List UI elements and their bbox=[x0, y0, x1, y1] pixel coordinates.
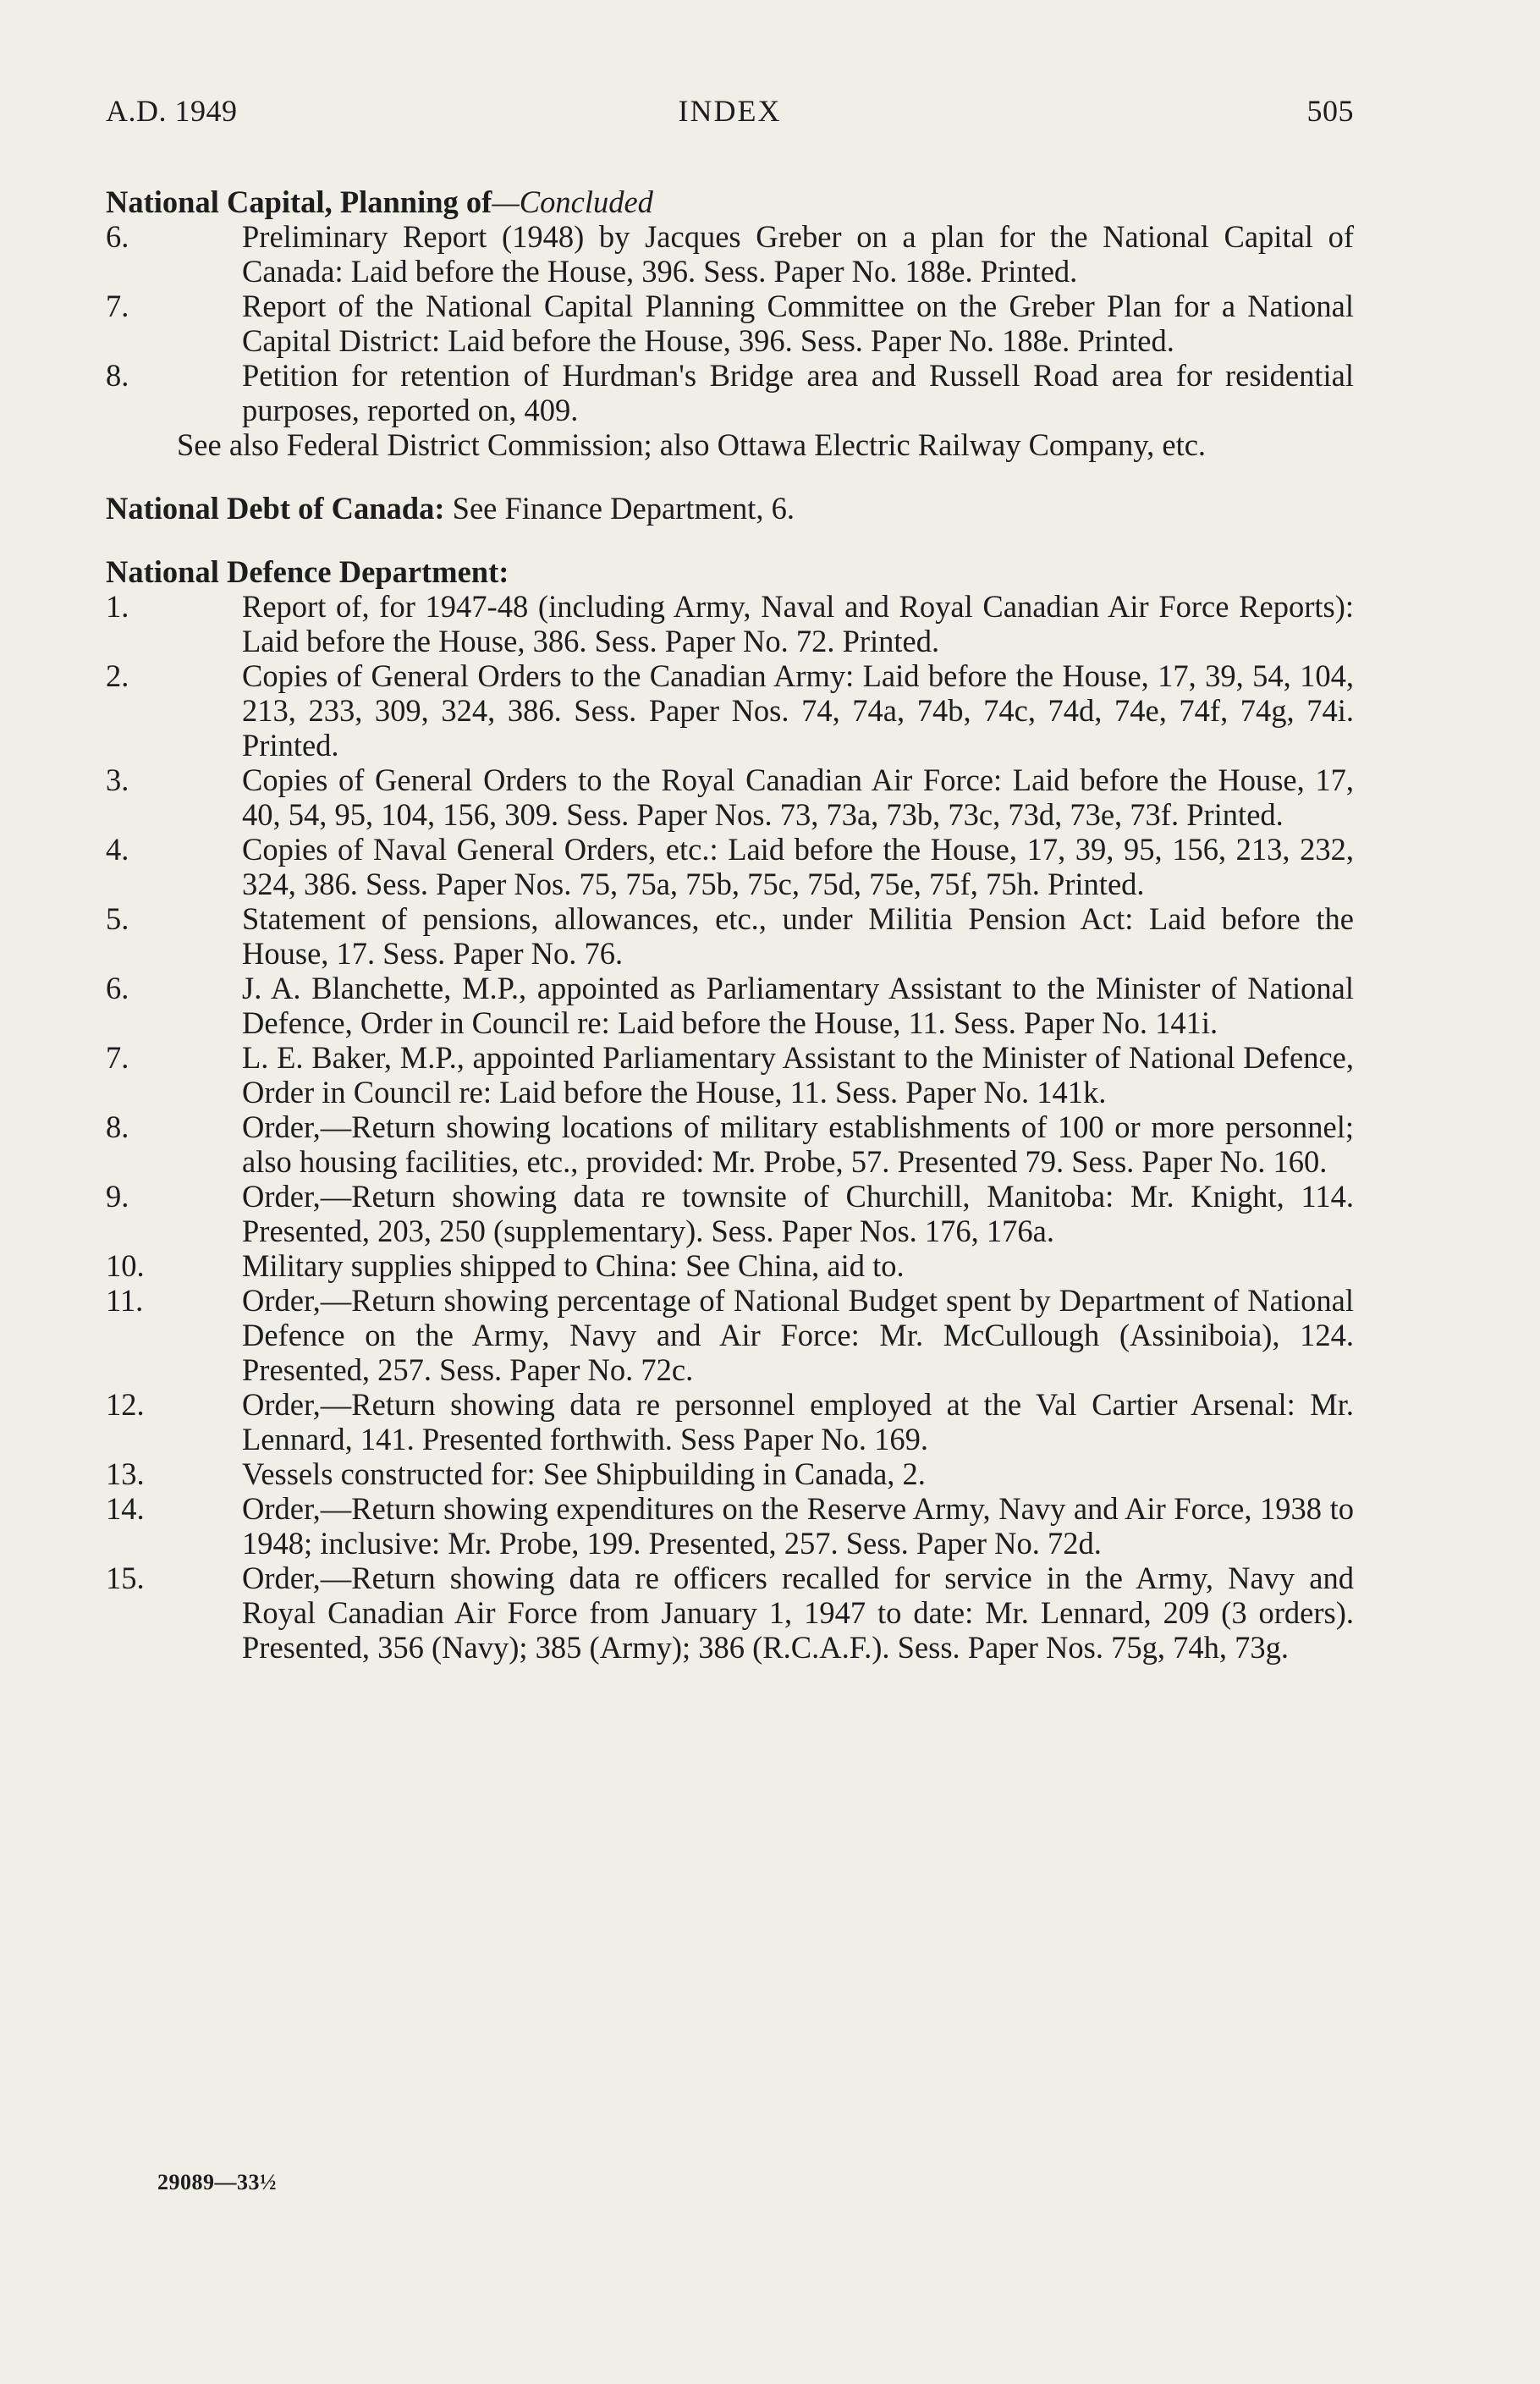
entry-number: 5. bbox=[106, 901, 129, 936]
entry-number: 6. bbox=[106, 971, 129, 1005]
entry-number: 7. bbox=[106, 1040, 129, 1075]
entry-text: Preliminary Report (1948) by Jacques Greber on a plan for the National Capital of Canada: Laid before the House, 396. Sess. Paper No. 188e. Printed. bbox=[242, 219, 1354, 289]
header-year: A.D. 1949 bbox=[106, 94, 238, 128]
see-also-text: See also Federal District Commission; also Ottawa Electric Railway Company, etc. bbox=[177, 427, 1207, 462]
entry-text: Order,—Return showing data re officers recalled for service in the Army, Navy and Royal Canadian Air Force from January 1, 1947 to date: Mr. Lennard, 209 (3 orders). Presented, 356 (Navy); 385 (Army); 386 (R.C.A.F.). Sess. Paper Nos. 75g, 74h, 73g. bbox=[242, 1561, 1354, 1665]
list-item bbox=[106, 589, 1354, 658]
entry-text: L. E. Baker, M.P., appointed Parliamentary Assistant to the Minister of National Defence, Order in Council re: Laid before the House, 11. Sess. Paper No. 141k. bbox=[242, 1040, 1354, 1109]
printer-code: 29089—33½ bbox=[157, 2170, 277, 2194]
list-item bbox=[106, 1040, 1354, 1109]
entry-text: Order,—Return showing data re personnel employed at the Val Cartier Arsenal: Mr. Lennard, 141. Presented forthwith. Sess Paper No. 169. bbox=[242, 1387, 1354, 1456]
entry-number: 4. bbox=[106, 832, 129, 867]
index-content bbox=[106, 184, 1354, 1665]
entry-number: 7. bbox=[106, 289, 129, 323]
list-item bbox=[106, 1387, 1354, 1456]
entry-number: 13. bbox=[106, 1456, 145, 1491]
entry-text: Order,—Return showing locations of military establishments of 100 or more personnel; also housing facilities, etc., provided: Mr. Probe, 57. Presented 79. Sess. Paper No. 160. bbox=[242, 1109, 1354, 1179]
section-heading-continued: —Concluded bbox=[492, 184, 653, 219]
entry-text: Military supplies shipped to China: See China, aid to. bbox=[242, 1248, 905, 1283]
list-item bbox=[106, 1456, 1354, 1491]
entry-text: Copies of General Orders to the Canadian Army: Laid before the House, 17, 39, 54, 104, 213, 233, 309, 324, 386. Sess. Paper Nos. 74, 74a, 74b, 74c, 74d, 74e, 74f, 74g, 74i. Printed. bbox=[242, 658, 1354, 763]
entry-number: 11. bbox=[106, 1283, 144, 1318]
entry-number: 14. bbox=[106, 1491, 145, 1526]
entry-number: 12. bbox=[106, 1387, 145, 1422]
entry-text: J. A. Blanchette, M.P., appointed as Parliamentary Assistant to the Minister of National Defence, Order in Council re: Laid before the House, 11. Sess. Paper No. 141i. bbox=[242, 971, 1354, 1040]
entry-number: 2. bbox=[106, 658, 129, 693]
page-number: 505 bbox=[1306, 94, 1354, 128]
entry-text: Order,—Return showing data re townsite of Churchill, Manitoba: Mr. Knight, 114. Presented, 203, 250 (supplementary). Sess. Paper Nos. 176, 176a. bbox=[242, 1179, 1354, 1248]
section-heading-national-capital: National Capital, Planning of—Concluded bbox=[106, 184, 653, 219]
entry-number: 1. bbox=[106, 589, 129, 624]
entry-text: Copies of Naval General Orders, etc.: Laid before the House, 17, 39, 95, 156, 213, 232, 324, 386. Sess. Paper Nos. 75, 75a, 75b, 75c, 75d, 75e, 75f, 75h. Printed. bbox=[242, 832, 1354, 901]
list-item bbox=[106, 1109, 1354, 1179]
header-title: INDEX bbox=[678, 94, 782, 128]
list-item bbox=[106, 971, 1354, 1040]
entry-number: 8. bbox=[106, 1109, 129, 1144]
entry-number: 15. bbox=[106, 1561, 145, 1595]
list-item bbox=[106, 832, 1354, 901]
list-item bbox=[106, 1248, 1354, 1283]
entry-number: 8. bbox=[106, 358, 129, 393]
see-also-note bbox=[106, 427, 1354, 462]
list-item bbox=[106, 1283, 1354, 1387]
entry-text: Vessels constructed for: See Shipbuilding in Canada, 2. bbox=[242, 1456, 926, 1491]
list-item bbox=[106, 219, 1354, 289]
cross-reference: See Finance Department, 6. bbox=[452, 491, 795, 526]
entry-text: Copies of General Orders to the Royal Canadian Air Force: Laid before the House, 17, 40, 54, 95, 104, 156, 309. Sess. Paper Nos. 73, 73a, 73b, 73c, 73d, 73e, 73f. Printed. bbox=[242, 763, 1354, 832]
entry-number: 3. bbox=[106, 763, 129, 797]
list-item bbox=[106, 1561, 1354, 1665]
entry-number: 6. bbox=[106, 219, 129, 254]
entry-text: Petition for retention of Hurdman's Bridge area and Russell Road area for residential purposes, reported on, 409. bbox=[242, 358, 1354, 427]
list-item bbox=[106, 901, 1354, 971]
list-item bbox=[106, 763, 1354, 832]
entry-number: 10. bbox=[106, 1248, 145, 1283]
entry-text: Order,—Return showing expenditures on the Reserve Army, Navy and Air Force, 1938 to 1948; inclusive: Mr. Probe, 199. Presented, 257. Sess. Paper No. 72d. bbox=[242, 1491, 1354, 1561]
section-heading-national-defence: National Defence Department: bbox=[106, 554, 509, 589]
entry-text: Statement of pensions, allowances, etc., under Militia Pension Act: Laid before the House, 17. Sess. Paper No. 76. bbox=[242, 901, 1354, 971]
list-item bbox=[106, 1491, 1354, 1561]
list-item bbox=[106, 358, 1354, 427]
list-item bbox=[106, 289, 1354, 358]
list-item bbox=[106, 658, 1354, 763]
entry-text: Report of the National Capital Planning Committee on the Greber Plan for a National Capital District: Laid before the House, 396. Sess. Paper No. 188e. Printed. bbox=[242, 289, 1354, 358]
list-item bbox=[106, 1179, 1354, 1248]
entry-text: Report of, for 1947-48 (including Army, Naval and Royal Canadian Air Force Reports): Laid before the House, 386. Sess. Paper No. 72. Printed. bbox=[242, 589, 1354, 658]
entry-text: Order,—Return showing percentage of National Budget spent by Department of National Defence on the Army, Navy and Air Force: Mr. McCullough (Assiniboia), 124. Presented, 257. Sess. Paper No. 72c. bbox=[242, 1283, 1354, 1387]
section-heading-national-debt: National Debt of Canada: See Finance Department, 6. bbox=[106, 491, 795, 526]
running-head bbox=[106, 93, 1354, 135]
entry-number: 9. bbox=[106, 1179, 129, 1214]
